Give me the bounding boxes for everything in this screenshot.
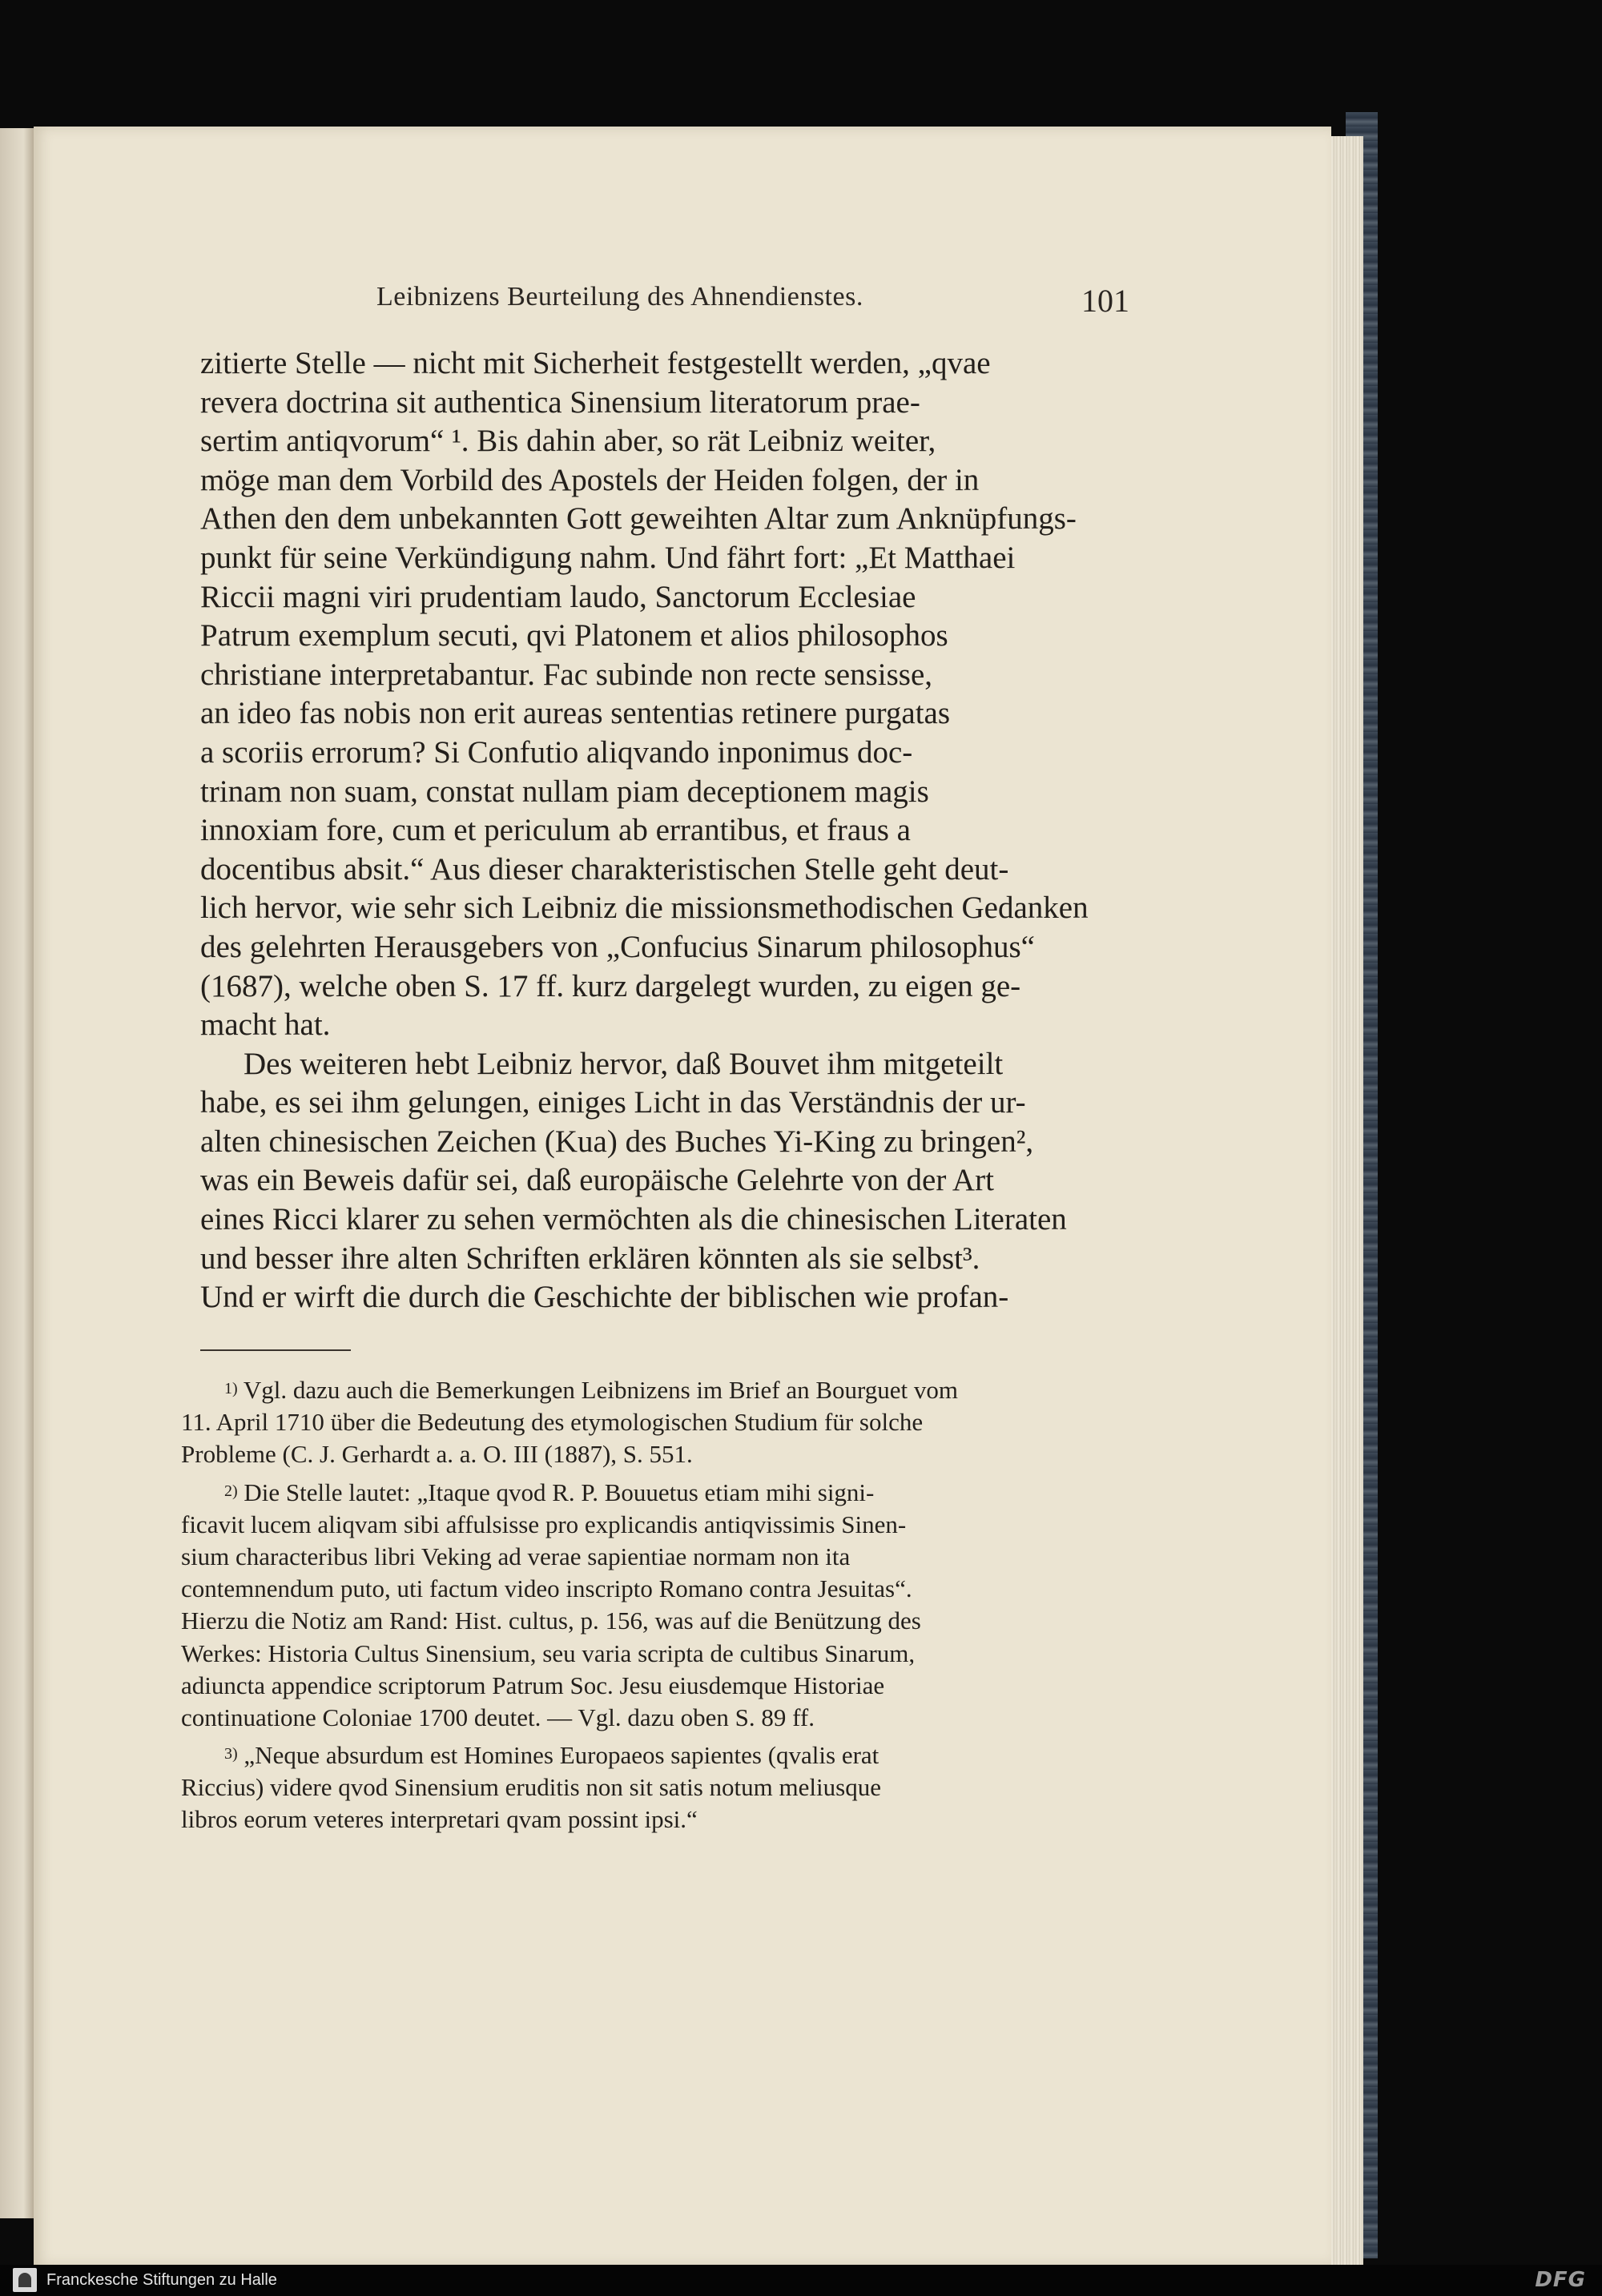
institution-name: Franckesche Stiftungen zu Halle: [46, 2271, 277, 2289]
text-line: sertim antiqvorum“ ¹. Bis dahin aber, so rät Leibniz weiter,: [200, 424, 936, 459]
footnote-line: [181, 1374, 1110, 1406]
text-line: Athen den dem unbekannten Gott geweihten Altar zum Anknüpfungs-: [200, 501, 1077, 537]
footnote: [181, 1374, 1110, 1471]
text-line: macht hat.: [200, 1007, 331, 1043]
text-line: möge man dem Vorbild des Apostels der Heiden folgen, der in: [200, 462, 980, 497]
text-line: alten chinesischen Zeichen (Kua) des Buches Yi-King zu bringen²,: [200, 1124, 1034, 1159]
text-line: innoxiam fore, cum et periculum ab errantibus, et fraus a: [200, 813, 911, 848]
footnote-marker: 1): [224, 1380, 238, 1397]
text-line: des gelehrten Herausgebers von „Confucius Sinarum philosophus“: [200, 929, 1035, 964]
text-line: a scoriis errorum? Si Confutio aliqvando inponimus doc-: [200, 734, 913, 770]
footnote-line: [181, 1573, 1110, 1605]
footnote-line: [181, 1477, 1110, 1509]
footnote-line: [181, 1406, 1110, 1438]
text-line: Riccii magni viri prudentiam laudo, Sanctorum Ecclesiae: [200, 579, 916, 614]
text-line: und besser ihre alten Schriften erklären könnten als sie selbst³.: [200, 1240, 980, 1276]
text-line: eines Ricci klarer zu sehen vermöchten als die chinesischen Literaten: [200, 1202, 1067, 1237]
footnote-line: [181, 1605, 1110, 1637]
footnote-line: [181, 1638, 1110, 1670]
text-line: zitierte Stelle — nicht mit Sicherheit festgestellt werden, „qvae: [200, 346, 991, 380]
footnote-text: contemnendum puto, uti factum video inscripto Romano contra Jesuitas“.: [181, 1574, 912, 1603]
footnote-line: [181, 1541, 1110, 1573]
text-line: habe, es sei ihm gelungen, einiges Licht in das Verständnis der ur-: [200, 1085, 1026, 1120]
footnote-text: Vgl. dazu auch die Bemerkungen Leibnizens im Brief an Bourguet vom: [243, 1376, 959, 1404]
text-line: docentibus absit.“ Aus dieser charakteristischen Stelle geht deut-: [200, 851, 1009, 887]
footnote-text: Die Stelle lautet: „Itaque qvod R. P. Bouuetus etiam mihi signi-: [244, 1478, 875, 1506]
footnote-text: adiuncta appendice scriptorum Patrum Soc. Jesu eiusdemque Historiae: [181, 1671, 885, 1699]
footnote-marker: 3): [224, 1745, 238, 1763]
text-line: revera doctrina sit authentica Sinensium literatorum prae-: [200, 384, 920, 420]
text-line: (1687), welche oben S. 17 ff. kurz dargelegt wurden, zu eigen ge-: [200, 968, 1021, 1003]
footnote-line: [181, 1670, 1110, 1702]
footnote-text: „Neque absurdum est Homines Europaeos sapientes (qvalis erat: [244, 1741, 879, 1770]
main-text: [200, 344, 1123, 1329]
footnote-line: [181, 1739, 1110, 1771]
facing-page-edge: [0, 128, 34, 2218]
text-line: trinam non suam, constat nullam piam deceptionem magis: [200, 774, 929, 809]
footnote-line: [181, 1509, 1110, 1541]
text-line: lich hervor, wie sehr sich Leibniz die missionsmethodischen Gedanken: [200, 891, 1089, 926]
footnote-text: sium characteribus libri Veking ad verae sapientiae normam non ita: [181, 1542, 851, 1570]
footnote-text: Werkes: Historia Cultus Sinensium, seu varia scripta de cultibus Sinarum,: [181, 1639, 916, 1667]
footnote-divider: [200, 1349, 351, 1351]
footnote: [181, 1477, 1110, 1735]
footnote-text: Probleme (C. J. Gerhardt a. a. O. III (1887), S. 551.: [181, 1440, 693, 1469]
institution-logo-icon: [13, 2268, 37, 2292]
footnote-line: [181, 1702, 1110, 1734]
text-line: Des weiteren hebt Leibniz hervor, daß Bouvet ihm mitgeteilt: [244, 1046, 1004, 1081]
footnote-text: Riccius) videre qvod Sinensium eruditis non sit satis notum meliusque: [181, 1773, 881, 1802]
footnote-text: 11. April 1710 über die Bedeutung des etymologischen Studium für solche: [181, 1408, 924, 1437]
text-line: christiane interpretabantur. Fac subinde non recte sensisse,: [200, 657, 933, 692]
footnote-text: Hierzu die Notiz am Rand: Hist. cultus, p. 156, was auf die Benützung des: [181, 1606, 921, 1635]
footnote-line: [181, 1803, 1110, 1836]
page-number: 101: [1081, 283, 1129, 319]
text-line: punkt für seine Verkündigung nahm. Und fährt fort: „Et Matthaei: [200, 540, 1016, 575]
running-head: Leibnizens Beurteilung des Ahnendienstes.: [376, 282, 863, 312]
dfg-logo: DFG: [1535, 2268, 1586, 2292]
footnote-text: ficavit lucem aliqvam sibi affulsisse pro explicandis antiqvissimis Sinen-: [181, 1510, 907, 1538]
text-line: an ideo fas nobis non erit aureas sententias retinere purgatas: [200, 696, 951, 731]
footnote-text: libros eorum veteres interpretari qvam possint ipsi.“: [181, 1805, 698, 1834]
text-line: Patrum exemplum secuti, qvi Platonem et alios philosophos: [200, 618, 948, 653]
footnote-line: [181, 1438, 1110, 1470]
footnotes: [181, 1374, 1110, 1855]
footnote-marker: 2): [224, 1482, 238, 1500]
text-line: Und er wirft die durch die Geschichte der biblischen wie profan-: [200, 1280, 1009, 1315]
footnote-text: continuatione Coloniae 1700 deutet. — Vgl. dazu oben S. 89 ff.: [181, 1703, 815, 1731]
footnote: [181, 1739, 1110, 1836]
footnote-line: [181, 1771, 1110, 1803]
viewer-footer: [0, 2265, 1602, 2296]
text-line: was ein Beweis dafür sei, daß europäische Gelehrte von der Art: [200, 1163, 994, 1198]
